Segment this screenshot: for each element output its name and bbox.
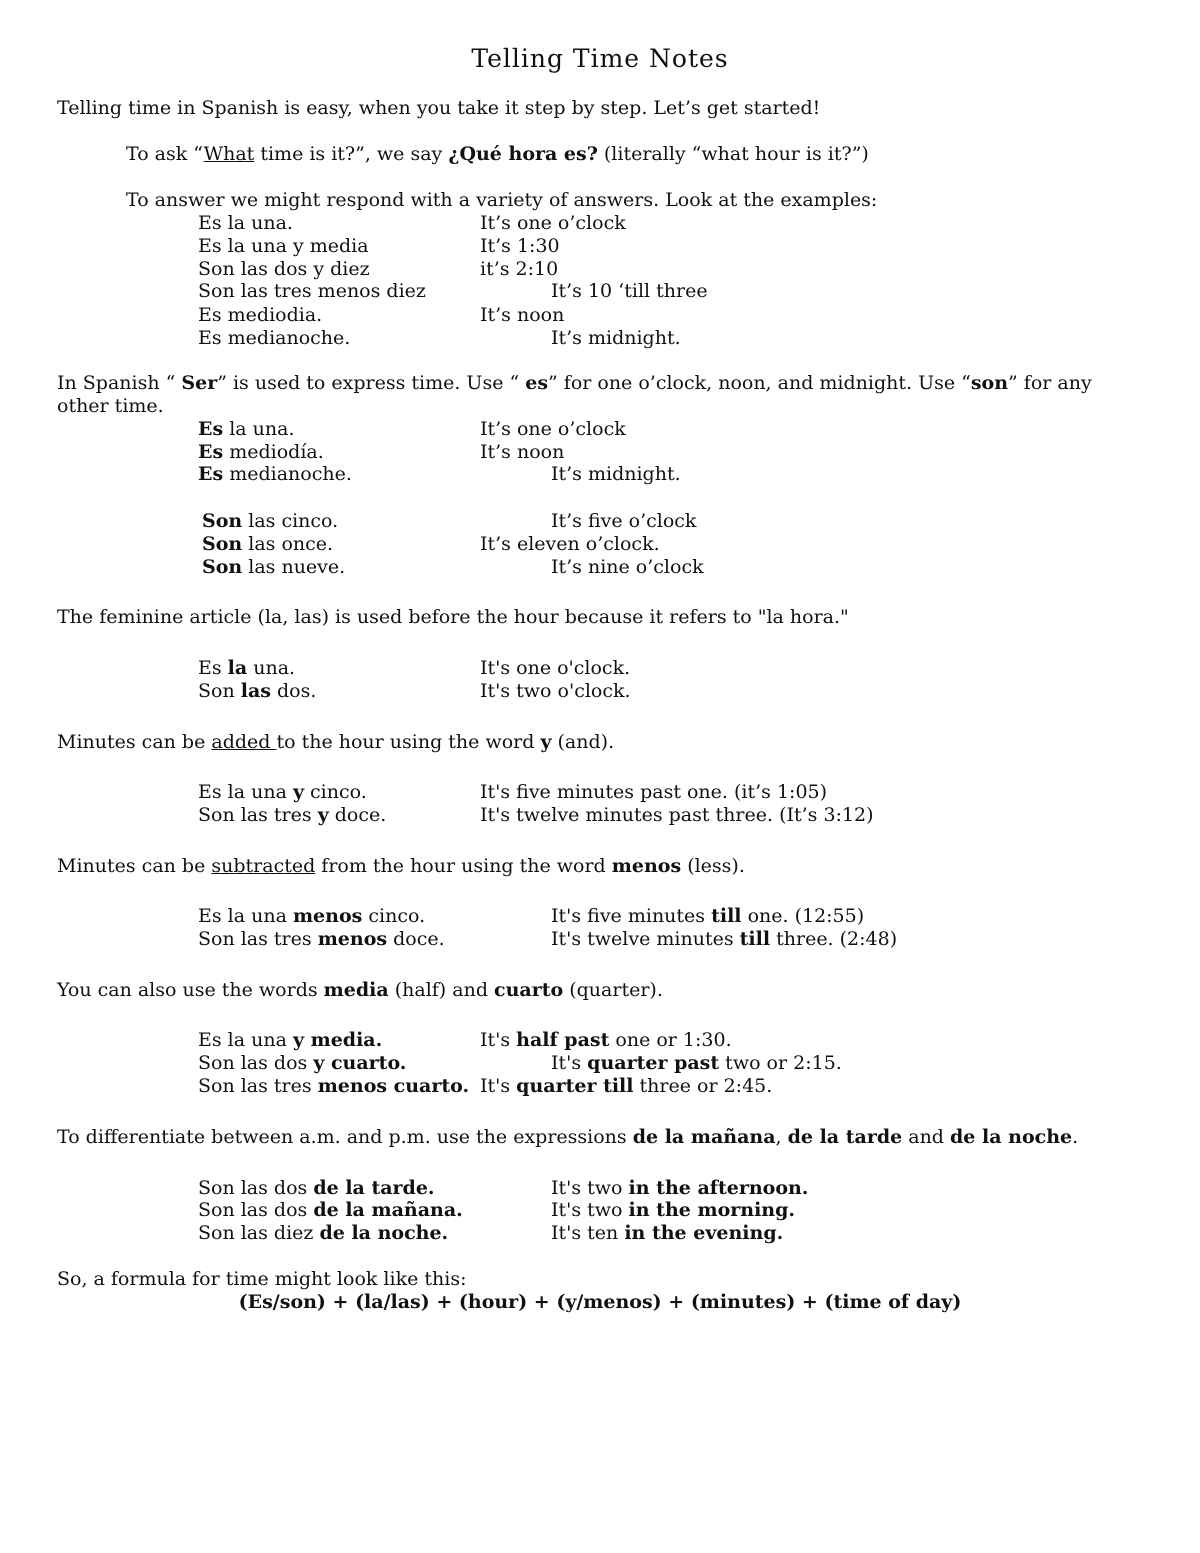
article-example: Son las dos. bbox=[198, 680, 317, 702]
menos-example: Es la una menos cinco. bbox=[198, 905, 426, 927]
menos-example: Son las tres menos doce. bbox=[198, 928, 445, 950]
article-example: Es la una. bbox=[198, 657, 296, 679]
article-example-en: It's two o'clock. bbox=[480, 680, 631, 702]
example-en: It’s midnight. bbox=[551, 327, 681, 349]
es-example: Es medianoche. bbox=[198, 463, 352, 485]
y-example-en: It's five minutes past one. (it’s 1:05) bbox=[480, 781, 828, 803]
subtracted-paragraph: Minutes can be subtracted from the hour using the word menos (less). bbox=[57, 855, 745, 877]
ampm-example-en: It's two in the morning. bbox=[551, 1199, 796, 1221]
example-en: It’s 10 ‘till three bbox=[551, 280, 708, 302]
ampm-example: Son las dos de la mañana. bbox=[198, 1199, 463, 1221]
added-paragraph: Minutes can be added to the hour using the word y (and). bbox=[57, 731, 615, 753]
media-example-en: It's half past one or 1:30. bbox=[480, 1029, 732, 1051]
es-example: Es la una. bbox=[198, 418, 295, 440]
example-es: Son las dos y diez bbox=[198, 258, 370, 280]
media-example: Son las dos y cuarto. bbox=[198, 1052, 407, 1074]
feminine-paragraph: The feminine article (la, las) is used before the hour because it refers to "la hora." bbox=[57, 606, 849, 628]
example-es: Es la una. bbox=[198, 212, 293, 234]
media-example-en: It's quarter past two or 2:15. bbox=[551, 1052, 842, 1074]
media-paragraph: You can also use the words media (half) and cuarto (quarter). bbox=[57, 979, 663, 1001]
article-example-en: It's one o'clock. bbox=[480, 657, 631, 679]
y-example-en: It's twelve minutes past three. (It’s 3:12) bbox=[480, 804, 874, 826]
example-es: Es la una y media bbox=[198, 235, 369, 257]
intro-paragraph: Telling time in Spanish is easy, when you take it step by step. Let’s get started! bbox=[57, 97, 821, 119]
y-example: Son las tres y doce. bbox=[198, 804, 387, 826]
example-en: It’s noon bbox=[480, 304, 565, 326]
ser-paragraph: In Spanish “ Ser” is used to express time. Use “ es” for one o’clock, noon, and midnight. Use “son” for any other time. bbox=[57, 372, 1092, 417]
what-underlined: What bbox=[203, 143, 255, 165]
ampm-example: Son las diez de la noche. bbox=[198, 1222, 449, 1244]
ampm-example: Son las dos de la tarde. bbox=[198, 1177, 435, 1199]
son-example-en: It’s five o’clock bbox=[551, 510, 697, 532]
formula-intro: So, a formula for time might look like this: bbox=[57, 1268, 467, 1290]
example-en: It’s one o’clock bbox=[480, 212, 626, 234]
ampm-paragraph: To differentiate between a.m. and p.m. use the expressions de la mañana, de la tarde and de la noche. bbox=[57, 1126, 1079, 1148]
que-hora-es: ¿Qué hora es? bbox=[448, 143, 598, 165]
es-example-en: It’s one o’clock bbox=[480, 418, 626, 440]
media-example-en: It's quarter till three or 2:45. bbox=[480, 1075, 773, 1097]
ampm-example-en: It's two in the afternoon. bbox=[551, 1177, 809, 1199]
menos-example-en: It's twelve minutes till three. (2:48) bbox=[551, 928, 898, 950]
son-example: Son las once. bbox=[202, 533, 334, 555]
ampm-example-en: It's ten in the evening. bbox=[551, 1222, 784, 1244]
son-example-en: It’s nine o’clock bbox=[551, 556, 704, 578]
media-example: Es la una y media. bbox=[198, 1029, 383, 1051]
y-example: Es la una y cinco. bbox=[198, 781, 367, 803]
son-example: Son las nueve. bbox=[202, 556, 346, 578]
es-example-en: It’s noon bbox=[480, 441, 565, 463]
es-example: Es mediodía. bbox=[198, 441, 324, 463]
example-en: it’s 2:10 bbox=[480, 258, 559, 280]
example-en: It’s 1:30 bbox=[480, 235, 560, 257]
es-example-en: It’s midnight. bbox=[551, 463, 681, 485]
son-example: Son las cinco. bbox=[202, 510, 339, 532]
example-es: Son las tres menos diez bbox=[198, 280, 426, 302]
media-example: Son las tres menos cuarto. bbox=[198, 1075, 470, 1097]
page-title: Telling Time Notes bbox=[471, 44, 729, 73]
example-es: Es mediodia. bbox=[198, 304, 323, 326]
menos-example-en: It's five minutes till one. (12:55) bbox=[551, 905, 865, 927]
formula: (Es/son) + (la/las) + (hour) + (y/menos) + (minutes) + (time of day) bbox=[238, 1291, 962, 1313]
son-example-en: It’s eleven o’clock. bbox=[480, 533, 660, 555]
answer-intro: To answer we might respond with a variety of answers. Look at the examples: bbox=[126, 189, 878, 211]
example-es: Es medianoche. bbox=[198, 327, 351, 349]
ask-paragraph: To ask “What time is it?”, we say ¿Qué hora es? (literally “what hour is it?”) bbox=[126, 143, 869, 165]
